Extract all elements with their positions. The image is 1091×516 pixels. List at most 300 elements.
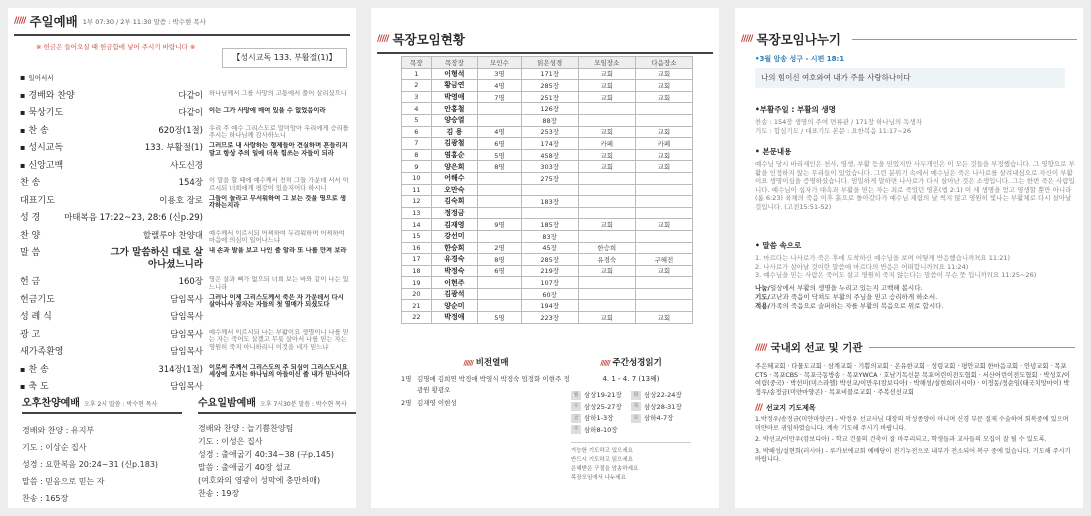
order-of-worship-page [8, 8, 356, 508]
table-cell [635, 300, 692, 312]
table-cell: 교회 [578, 68, 635, 80]
order-item-label: 경배와 찬양 [28, 90, 75, 101]
table-cell: 김재영 [431, 219, 478, 231]
order-item-value: 그가 말씀하신 대로 살아나셨느니라 [110, 247, 203, 270]
day-reading: 삼상25-27장 [584, 402, 622, 411]
order-item-label: 묵상기도 [28, 108, 64, 118]
table-cell: 교회 [635, 91, 692, 103]
responsive-reading-text: 그들이 놀라고 무서워하여 그 보는 것을 영으로 생각하는지라 [209, 194, 347, 209]
day-reading: 삼하1-3장 [584, 414, 614, 422]
bullet-icon: ▪ [20, 108, 26, 117]
table-row [402, 300, 693, 312]
order-label [20, 212, 205, 224]
table-cell: 교회 [635, 126, 692, 138]
day-badge: 목 [631, 402, 641, 411]
table-cell: 5 [402, 114, 432, 126]
table-cell: 양은희 [431, 161, 478, 173]
order-label [20, 107, 205, 119]
order-item-label: 찬 송 [20, 178, 41, 188]
prayer-item: 3. 박해성/설현희(러시아) - 루가보에교회 예배당이 전기누전으로 내부가 전소되어 복구 중에 있습니다. 기도해 주시기 바랍니다. [755, 447, 1071, 463]
table-cell: 양승열 [431, 114, 478, 126]
table-cell [478, 184, 521, 196]
table-row [402, 254, 693, 266]
reading-guide: 목장모임에서 나누세요 [571, 475, 626, 481]
table-cell [635, 114, 692, 126]
day-reading: 삼상19-21장 [584, 391, 622, 399]
order-label [20, 329, 205, 341]
mission-list: 주은혜교회 · 다물도교회 · 삼계교회 · 기쁨의교회 · 온유한교회 · 성령교회 · 평안교회 한마음교회 · 안녕교회 · 목포CTS · 목포CBS · 목포극동방송 · 목포YWCA · 호남기독신문 목포어린이전도협회 · 서산어린이전도협회 · 박성호/이여림(중국) · 박선미(미스라엘) 박선교/이만우(캄보디아) · 박해성/설현희(러시아) · 이정동/정순임(태국치앙마이) 박정우/송정금(미얀마양곤) · 목포비블로교회 · 주복선선교회 [755, 363, 1070, 396]
table-cell: 174장 [521, 138, 578, 150]
table-cell [578, 288, 635, 300]
hymn-line: 기도 : 합심기도 / 대표기도 본문 : 요한복음 11:17~26 [755, 126, 912, 135]
application-text: 고난과 죽음이 닥쳐도 부활의 주님을 믿고 승리하게 하소서. [769, 292, 938, 301]
table-cell: 교회 [578, 312, 635, 324]
table-cell: 한승희 [578, 242, 635, 254]
order-label [20, 142, 205, 154]
table-cell: 교회 [578, 265, 635, 277]
table-row [402, 196, 693, 208]
table-cell: 교회 [635, 265, 692, 277]
order-item-value: 담임목사 [170, 382, 203, 392]
worship-order-row [20, 90, 350, 108]
order-item-label: 성시교독 [28, 143, 64, 153]
table-cell [578, 172, 635, 184]
order-item-label: 찬 양 [20, 230, 41, 241]
table-cell: 4명 [478, 126, 521, 138]
table-cell: 2명 [478, 242, 521, 254]
responsive-reading-text: 하나님께서 그를 사망의 고통에서 풀어 살리셨으니 [209, 89, 347, 97]
order-item-value: 사도신경 [170, 160, 203, 171]
order-item-name [20, 276, 40, 288]
cell-group-page [371, 8, 719, 508]
order-item-name [20, 381, 49, 393]
application-key: 기도/ [755, 292, 770, 301]
table-cell [478, 114, 521, 126]
table-cell: 교회 [578, 161, 635, 173]
table-cell: 김광석 [431, 288, 478, 300]
reading-day [571, 425, 631, 435]
order-item-label: 말 씀 [20, 248, 41, 258]
table-row [402, 114, 693, 126]
table-cell: 14 [402, 219, 432, 231]
worship-order-row [20, 294, 350, 312]
column-header: 읽은성경 [521, 57, 578, 69]
table-cell: 유경숙 [578, 254, 635, 266]
table-row [402, 184, 693, 196]
memory-verse-ref: •3월 암송 성구 - 시편 18:1 [755, 55, 845, 63]
cell-status-header: ///// 목장모임현황 [377, 32, 465, 47]
vision-item [401, 374, 571, 396]
order-item-name [20, 329, 40, 341]
service-detail-line: 성경 : 출애굽기 40:34~38 (구p.145) [198, 450, 335, 459]
day-badge: 월 [571, 391, 581, 400]
table-cell: 107장 [521, 277, 578, 289]
order-label [20, 311, 205, 323]
table-cell: 285장 [521, 254, 578, 266]
order-item-value: 담임목사 [170, 347, 203, 357]
table-cell: 6 [402, 126, 432, 138]
day-reading: 삼상28-31장 [644, 402, 682, 411]
table-cell [578, 300, 635, 312]
worship-order-row [20, 142, 350, 160]
day-badge: 금 [571, 414, 581, 423]
afternoon-worship: 오후찬양예배 오후 2시 말씀 : 박수현 목사 경배와 찬양 : 유지부 기도 : 이상순 집사 성경 : 요한복음 20:24~31 (신p.183) 말씀 : 믿음으로 믿는 자 찬송 : 165장 [22, 394, 182, 507]
table-cell: 21 [402, 300, 432, 312]
table-row [402, 288, 693, 300]
table-cell: 구혜전 [635, 254, 692, 266]
table-cell [578, 114, 635, 126]
application-line [755, 293, 1075, 302]
table-cell: 285장 [521, 80, 578, 92]
table-row [402, 80, 693, 92]
responsive-reading-text: 내 손과 발을 보고 나인 줄 알라 또 나를 만져 보라 [209, 247, 347, 254]
order-item-name [20, 142, 63, 154]
resurrection-section: •부활주일 : 부활의 생명 찬송 : 154장 생명의 주여 면류관 / 171장 하나님의 독생자 기도 : 합심기도 / 대표기도 본문 : 요한복음 11:17~26 [755, 104, 1075, 135]
table-cell: 16 [402, 242, 432, 254]
table-cell: 교회 [635, 161, 692, 173]
table-cell: 45장 [521, 242, 578, 254]
vision-names: 김명애 김희연 박정애 박영식 박정숙 엄정화 이현주 정광원 황광오 [417, 375, 570, 394]
table-cell: 183장 [521, 196, 578, 208]
bullet-icon: ▪ [20, 90, 26, 100]
worship-order-row [20, 160, 350, 178]
bullet-icon: ▪ [20, 125, 26, 135]
order-item-name [20, 311, 52, 323]
order-item-name [20, 230, 40, 242]
vision-count: 1명 [401, 375, 412, 383]
table-cell: 6명 [478, 265, 521, 277]
responsive-reading-text: 영은 살과 뼈가 없으되 너희 보는 바와 같이 나는 있느니라 [209, 276, 349, 291]
day-badge: 수 [571, 402, 581, 411]
text-content-section: • 본문내용 예수님 당시 바리새인은 천사, 영생, 부활 등을 믿었지만 사두개인은 이 모든 것들을 부정했습니다. 그 영향으로 부활을 인정하지 않는 무리들이 있었습니다. 그런 분위기 속에서 예수님은 죽은 나사로를 살려내심으로 자신이 부활이요 생명이심을 증명하셨습니다. 엄밀하게 말하면 나사로가 다시 살아난 것은 소생입니다. 그는 한번 죽은 사람입니다. 예수님이 십자가 대속과 부활을 믿는 자는 죄로 죽었던 영혼(엡 2:1) 이 새 생명을 얻고 영생할 뿐만 아니라(롬 6:23) 육체의 죽음 이후 흙으로 돌아갔다가 예수님 재림의 날 썩지 않고 영원히 빛나는 부활체로 다시 살아날 것입니다. (고전15:51-52) [755, 147, 1075, 211]
day-badge: 토 [631, 414, 641, 423]
column-header: 목장장 [431, 57, 478, 69]
table-cell: 유경숙 [431, 254, 478, 266]
worship-order-row [20, 328, 350, 351]
table-cell: 교회 [578, 149, 635, 161]
table-cell: 13 [402, 207, 432, 219]
memory-verse: 나의 힘이신 여호와여 내가 주를 사랑하나이다 [755, 68, 1065, 88]
table-cell: 9명 [478, 219, 521, 231]
table-cell: 교회 [578, 126, 635, 138]
order-label [20, 160, 205, 172]
table-row [402, 277, 693, 289]
table-cell: 18 [402, 265, 432, 277]
table-cell: 강선미 [431, 230, 478, 242]
column-header: 다음장소 [635, 57, 692, 69]
table-row [402, 138, 693, 150]
order-label [20, 195, 205, 207]
worship-order-row [20, 276, 350, 294]
reading-day [631, 413, 691, 423]
order-item-label: 신앙고백 [28, 160, 64, 171]
order-item-value: 다같이 [178, 108, 203, 118]
responsive-reading-text: 예수께서 이르시되 어찌하여 두려워하며 어찌하여 마음에 의심이 일어나느냐 [209, 229, 345, 244]
table-cell: 303장 [521, 161, 578, 173]
table-cell: 어해수 [431, 172, 478, 184]
page-title: 목장모임나누기 [756, 32, 841, 47]
vision-count: 2명 [401, 399, 412, 407]
day-badge: 주 [571, 425, 581, 434]
missions-section: ///// 국내외 선교 및 기관 주은혜교회 · 다물도교회 · 삼계교회 · 기쁨의교회 · 온유한교회 · 성령교회 · 평안교회 한마음교회 · 안녕교회 · 목포CTS · 목포CBS · 목포극동방송 · 목포YWCA · 호남기독신문 목포어린이전도협회 · 서산어린이전도협회 · 박성호/이여림(중국) · 박선미(미스라엘) 박선교/이만우(캄보디아) · 박해성/설현희(러시아) · 이정동/정순임(태국치앙마이) 박정우/송정금(미얀마양곤) · 목포비블로교회 · 주복선선교회 /// 선교지 기도제목 1.박정우/송정금(미얀마양곤) - 박정우 선교사님 대장의 악성종양이 아니며 신경 부문 절제 수술하여 회복중에 있으며 미얀마로 귀임하였습니다. 계속 기도해 주시기 바랍니다. 2. 박선교/이만우(캄보디아) - 학교 건물의 건축이 잘 마무리되고, 학생들과 교사들의 모집이 잘 될 수 있도록. 3. 박해성/설현희(러시아) - 루가보에교회 예배당이 전기누전으로 내부가 전소되어 복구 중에 있습니다. 기도해 주시기 바랍니다. [755, 340, 1075, 465]
table-cell [478, 207, 521, 219]
order-item-label: 성 례 식 [20, 312, 52, 322]
order-item-value: 담임목사 [170, 312, 203, 322]
cell-sharing-page [735, 8, 1083, 508]
table-cell [578, 103, 635, 115]
order-item-label: 새가족환영 [20, 347, 64, 357]
service-detail-line: 기도 : 이성은 집사 [198, 437, 263, 446]
cell-sharing-header: ///// 목장모임나누기 [735, 26, 1083, 52]
order-item-name [20, 160, 63, 172]
application-text: 가족의 죽음으로 슬퍼하는 자를 부활의 복음으로 위로 합시다. [769, 301, 944, 310]
page-title: 목장모임현황 [392, 32, 465, 47]
table-cell: 19 [402, 277, 432, 289]
table-cell: 교회 [635, 149, 692, 161]
table-cell: 11 [402, 184, 432, 196]
column-header: 목장 [402, 57, 432, 69]
table-cell: 22 [402, 312, 432, 324]
table-cell: 126장 [521, 103, 578, 115]
table-row [402, 103, 693, 115]
table-cell: 17 [402, 254, 432, 266]
worship-order-row [20, 107, 350, 125]
order-item-value: 담임목사 [170, 329, 203, 340]
order-item-name [20, 90, 75, 102]
table-cell: 194장 [521, 300, 578, 312]
reading-guide: 반드시 기도하고 읽으세요 [571, 457, 633, 463]
question-line: 3. 예수님을 믿는 사람은 죽어도 살고 영원히 죽지 않는다는 말씀이 무슨 뜻 입니까?(요 11:25~26) [755, 271, 1037, 279]
table-cell [635, 207, 692, 219]
order-item-name [20, 212, 40, 224]
table-row [402, 242, 693, 254]
worship-time: 1부 07:30 / 2부 11:30 말씀 : 박수현 목사 [82, 17, 206, 26]
table-cell: 2 [402, 80, 432, 92]
worship-order-row [20, 364, 350, 382]
table-cell [578, 196, 635, 208]
table-cell [578, 277, 635, 289]
table-cell: 253장 [521, 126, 578, 138]
application-key: 나눔/ [755, 283, 770, 292]
order-label [20, 364, 205, 376]
table-cell [478, 230, 521, 242]
table-row [402, 161, 693, 173]
table-cell [578, 207, 635, 219]
table-cell: 교회 [578, 91, 635, 103]
table-cell: 7명 [478, 91, 521, 103]
table-cell: 171장 [521, 68, 578, 80]
worship-order-row [20, 230, 350, 248]
table-row [402, 312, 693, 324]
table-cell [578, 184, 635, 196]
application-line [755, 302, 1075, 311]
order-item-name [20, 294, 55, 306]
order-label [20, 247, 205, 271]
day-badge: 화 [631, 391, 641, 400]
table-cell: 교회 [635, 68, 692, 80]
order-label [20, 72, 205, 84]
worship-order-row [20, 195, 350, 213]
table-cell: 15 [402, 230, 432, 242]
table-cell: 김숙희 [431, 196, 478, 208]
table-cell: 박정숙 [431, 265, 478, 277]
table-cell: 카페 [578, 138, 635, 150]
table-row [402, 230, 693, 242]
order-item-value: 다같이 [178, 90, 203, 101]
table-cell: 8 [402, 149, 432, 161]
table-cell: 한승희 [431, 242, 478, 254]
table-cell: 안홍철 [431, 103, 478, 115]
table-cell: 8명 [478, 161, 521, 173]
service-detail-line: 성경 : 요한복음 20:24~31 (신p.183) [22, 460, 159, 469]
table-cell: 60장 [521, 288, 578, 300]
service-detail-line: (여호와의 영광이 성막에 충만하매) [198, 476, 321, 485]
bullet-icon: ▪ [20, 143, 26, 152]
offering-notice: ※ 헌금은 들어오실 때 헌금함에 넣어 주시기 바랍니다 ※ [36, 43, 196, 51]
worship-order-row [20, 212, 350, 230]
table-cell: 김광철 [431, 138, 478, 150]
table-cell [635, 288, 692, 300]
hymn-line: 찬송 : 154장 생명의 주여 면류관 / 171장 하나님의 독생자 [755, 118, 923, 126]
order-label [20, 294, 205, 306]
responsive-reading-box: 【성시교독 133. 부활절(1)】 [222, 48, 347, 68]
table-row [402, 91, 693, 103]
order-item-label: 축 도 [28, 382, 49, 392]
bullet-icon: ▪ [20, 364, 26, 374]
table-cell [521, 184, 578, 196]
service-detail-line: 찬송 : 19장 [198, 489, 240, 498]
worship-order-row [20, 125, 350, 143]
table-cell [635, 230, 692, 242]
order-label [20, 346, 205, 358]
worship-order-row [20, 177, 350, 195]
table-cell: 219장 [521, 265, 578, 277]
order-item-label: 찬 송 [28, 125, 49, 136]
table-row [402, 126, 693, 138]
table-cell: 83장 [521, 230, 578, 242]
sunday-worship-header: ///// 주일예배 1부 07:30 / 2부 11:30 말씀 : 박수현 목사 [14, 14, 206, 29]
table-row [402, 172, 693, 184]
table-cell [578, 230, 635, 242]
table-cell [635, 184, 692, 196]
order-item-label: 일어서서 [28, 74, 54, 82]
table-cell: 6명 [478, 138, 521, 150]
reading-day [571, 413, 631, 423]
order-item-name [20, 107, 63, 119]
table-row [402, 219, 693, 231]
prayer-item: 2. 박선교/이만우(캄보디아) - 학교 건물의 건축이 잘 마무리되고, 학생들과 교사들의 모집이 잘 될 수 있도록. [755, 436, 1047, 443]
reading-day [631, 402, 691, 412]
table-cell [635, 242, 692, 254]
order-list [20, 72, 350, 399]
weekly-bible-reading: ////// 주간성경읽기 4. 1 - 4. 7 (13째) 월 삼상19-21장 화 삼상22-24장 수 삼상25-27장 목 삼상28-31장 금 삼하1-3장 토 삼하4-7장 주 삼하8-10장 가능한 기도하고 있으세요 반드시 기도하고 읽으세요 은혜받은 구절을 암송하세요 목장모임에서 나누세요 [571, 356, 691, 483]
responsive-reading-text: 이 말을 할 때에 예수께서 친히 그들 가운데 서서 이르시되 너희에게 평강이 있을지어다 하시니 [209, 177, 349, 192]
service-detail-line: 찬송 : 165장 [22, 494, 69, 503]
order-item-label: 성 경 [20, 213, 41, 223]
table-cell: 양순미 [431, 300, 478, 312]
order-item-value: 할렐루야 찬양대 [142, 230, 203, 241]
table-cell: 9 [402, 161, 432, 173]
table-cell: 12 [402, 196, 432, 208]
table-cell: 7 [402, 138, 432, 150]
responsive-reading-text: 그러므로 내 사랑하는 형제들아 견실하며 흔들리지 말고 항상 주의 일에 더욱 힘쓰는 자들이 되라 [209, 142, 348, 157]
worship-order-row [20, 247, 350, 276]
wednesday-worship: 수요일밤예배 오후 7시30분 말씀 : 박수현 목사 경배와 찬양 : 늘기쁨찬양팀 기도 : 이성은 집사 성경 : 출애굽기 40:34~38 (구p.145) 말씀 : 출애굽기 40장 설교 (여호와의 영광이 성막에 충만하매) 찬송 : 19장 [198, 394, 356, 500]
table-cell: 1 [402, 68, 432, 80]
cell-status-table [401, 56, 693, 324]
vision-item [401, 398, 571, 409]
order-label [20, 276, 205, 288]
responsive-reading-text: 이는 그가 사망에 매여 있을 수 없었음이라 [209, 107, 326, 114]
bullet-icon: ▪ [20, 73, 26, 82]
responsive-reading-text: 이로써 주께서 그리스도의 주 되심이 그리스도시요 세상에 오시는 하나님의 아들이신 줄 내가 믿나이다 [209, 363, 350, 378]
order-item-name [20, 247, 40, 271]
column-header: 모인수 [478, 57, 521, 69]
service-detail-line: 말씀 : 믿음으로 믿는 자 [22, 477, 105, 486]
worship-order-row [20, 72, 350, 90]
table-cell: 458장 [521, 149, 578, 161]
table-cell: 카페 [635, 138, 692, 150]
order-label [20, 125, 205, 137]
bullet-icon: ▪ [20, 160, 26, 170]
responsive-reading-text: 우리 주 예수 그리스도로 말미암아 우리에게 승리를 주시는 하나님께 감사하노니 [209, 124, 349, 139]
application-key: 적용/ [755, 301, 770, 310]
question-line: 1. 마르다는 나사로가 죽은 후에 도착하신 예수님을 보며 어떻게 반응했습니까?(요 11:21) [755, 254, 1011, 262]
table-cell: 88장 [521, 114, 578, 126]
table-cell: 교회 [635, 312, 692, 324]
order-item-name [20, 346, 63, 358]
reading-day [571, 402, 631, 412]
table-cell [635, 277, 692, 289]
service-detail-line: 말씀 : 출애굽기 40장 설교 [198, 463, 291, 472]
vision-names: 김재영 이현성 [417, 399, 457, 407]
application-text: 일상에서 부활의 생명을 누리고 있는지 고백해 봅시다. [769, 283, 923, 292]
order-item-label: 헌금기도 [20, 294, 55, 305]
table-cell: 4명 [478, 80, 521, 92]
reading-day [631, 390, 691, 400]
order-item-name [20, 177, 40, 189]
table-cell: 3 [402, 91, 432, 103]
table-row [402, 207, 693, 219]
worship-order-row [20, 311, 350, 329]
order-item-label: 광 고 [20, 329, 41, 340]
order-item-label: 헌 금 [20, 277, 41, 287]
table-cell: 이형석 [431, 68, 478, 80]
order-label [20, 177, 205, 189]
order-item-value: 620장(1절) [158, 125, 203, 136]
table-cell: 박영애 [431, 91, 478, 103]
order-item-value: 314장(1절) [158, 364, 203, 375]
service-detail-line: 경배와 찬양 : 유지부 [22, 426, 95, 435]
service-detail-line: 경배와 찬양 : 늘기쁨찬양팀 [198, 424, 294, 433]
order-item-name [20, 125, 49, 137]
table-cell [478, 103, 521, 115]
table-cell: 275장 [521, 172, 578, 184]
reading-guide: 은혜받은 구절을 암송하세요 [571, 466, 639, 472]
order-label [20, 381, 205, 393]
reading-day [571, 390, 631, 400]
table-cell: 223장 [521, 312, 578, 324]
table-cell: 5명 [478, 312, 521, 324]
table-cell [478, 172, 521, 184]
table-cell: 8명 [478, 254, 521, 266]
table-cell: 김 용 [431, 126, 478, 138]
day-reading: 삼하4-7장 [644, 414, 674, 422]
table-cell [478, 277, 521, 289]
table-cell [478, 300, 521, 312]
table-cell: 교회 [635, 219, 692, 231]
bullet-icon: ▪ [20, 382, 26, 391]
